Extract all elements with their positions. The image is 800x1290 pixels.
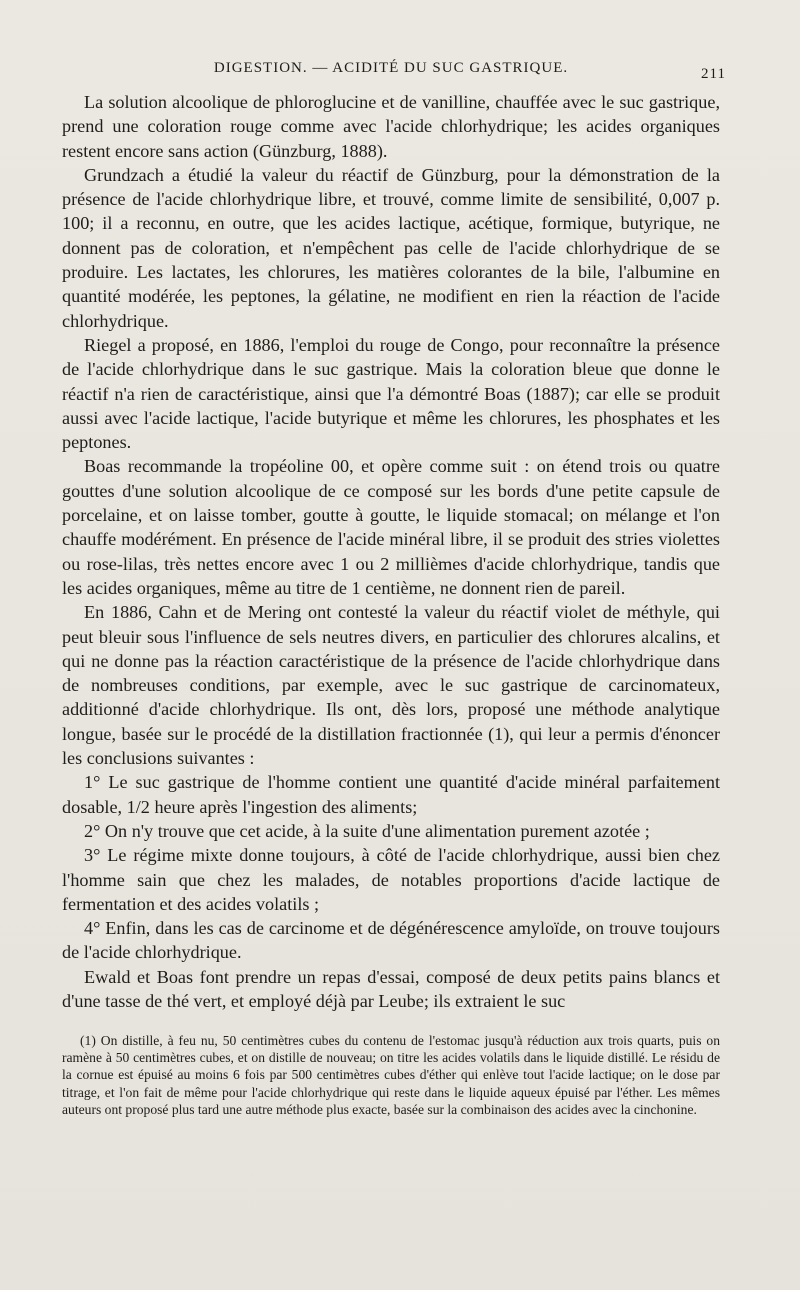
paragraph: La solution alcoolique de phloroglucine et de vanilline, chauffée avec le suc gastrique, prend une coloration rouge comme avec l'acide chlorhydrique; les acides organiques restent encore sans action (Günzburg, 1888). <box>62 92 720 161</box>
paragraph: Grundzach a étudié la valeur du réactif de Günzburg, pour la démonstration de la présence de l'acide chlorhydrique libre, et trouvé, comme limite de sensibilité, 0,007 p. 100; il a reconnu, en outre, que les acides lactique, acétique, formique, butyrique, ne donnent pas de coloration, et n'empêchent pas celle de l'acide chlorhydrique de se produire. Les lactates, les chlorures, les matières colorantes de la bile, l'albumine en quantité modérée, les peptones, la gélatine, ne modifient en rien la réaction de l'acide chlorhydrique. <box>62 164 720 331</box>
paragraph: En 1886, Cahn et de Mering ont contesté la valeur du réactif violet de méthyle, qui peut bleuir sous l'influence de sels neutres divers, en particulier des chlorures alcalins, et qui ne donne pas la réaction caractéristique de la présence de l'acide chlorhydrique dans de nombreuses conditions, par exemple, avec le suc gastrique de carcinomateux, additionné d'acide chlorhydrique. Ils ont, dès lors, proposé une méthode analytique longue, basée sur le procédé de la distillation fractionnée (1), qui leur a permis d'énoncer les conclusions suivantes : <box>62 602 720 769</box>
numbered-conclusion: 1° Le suc gastrique de l'homme contient une quantité d'acide minéral parfaitement dosable, 1/2 heure après l'ingestion des aliments; <box>62 772 720 817</box>
footnotes <box>62 1032 720 1118</box>
paragraph: Riegel a proposé, en 1886, l'emploi du rouge de Congo, pour reconnaître la présence de l'acide chlorhydrique dans le suc gastrique. Mais la coloration bleue que donne le réactif n'a rien de caractéristique, ainsi que l'a démontré Boas (1887); car elle se produit aussi avec l'acide lactique, l'acide butyrique et même les chlorures, les phosphates et les peptones. <box>62 334 720 453</box>
page-number: 211 <box>701 66 726 82</box>
footnote: (1) On distille, à feu nu, 50 centimètres cubes du contenu de l'estomac jusqu'à réduction aux trois quarts, puis on ramène à 50 centimètres cubes, et on distille de nouveau; on titre les acides volatils dans le liquide distillé. Le résidu de la cornue est épuisé au moins 6 fois par 500 centimètres cubes d'éther qui enlève tout l'acide lactique; on le dose par titrage, et l'on fait de même pour l'acide chlorhydrique qui reste dans le liquide aqueux épuisé par l'éther. Les mêmes auteurs ont proposé plus tard une autre méthode plus exacte, basée sur la combinaison des acides avec la cinchonine. <box>62 1033 720 1117</box>
body-text <box>62 90 720 1013</box>
paragraph: Ewald et Boas font prendre un repas d'essai, composé de deux petits pains blancs et d'une tasse de thé vert, et employé déjà par Leube; ils extraient le suc <box>62 966 720 1011</box>
running-title: DIGESTION. — ACIDITÉ DU SUC GASTRIQUE. <box>213 60 569 76</box>
numbered-conclusion: 2° On n'y trouve que cet acide, à la suite d'une alimentation purement azotée ; <box>84 820 650 841</box>
numbered-conclusion: 3° Le régime mixte donne toujours, à côté de l'acide chlorhydrique, aussi bien chez l'homme sain que chez les malades, de notables proportions d'acide lactique de fermentation et des acides volatils ; <box>62 845 720 914</box>
paragraph: Boas recommande la tropéoline 00, et opère comme suit : on étend trois ou quatre gouttes d'une solution alcoolique de ce composé sur les bords d'une petite capsule de porcelaine, et on laisse tomber, goutte à goutte, le liquide stomacal; on mélange et l'on chauffe modérément. En présence de l'acide minéral libre, il se produit des stries violettes ou rose-lilas, très nettes encore avec 1 ou 2 millièmes d'acide chlorhydrique, tandis que les acides organiques, même au titre de 1 centième, ne donnent rien de pareil. <box>62 456 720 598</box>
running-header <box>62 60 726 90</box>
numbered-conclusion: 4° Enfin, dans les cas de carcinome et de dégénérescence amyloïde, on trouve toujours de l'acide chlorhydrique. <box>62 918 720 963</box>
